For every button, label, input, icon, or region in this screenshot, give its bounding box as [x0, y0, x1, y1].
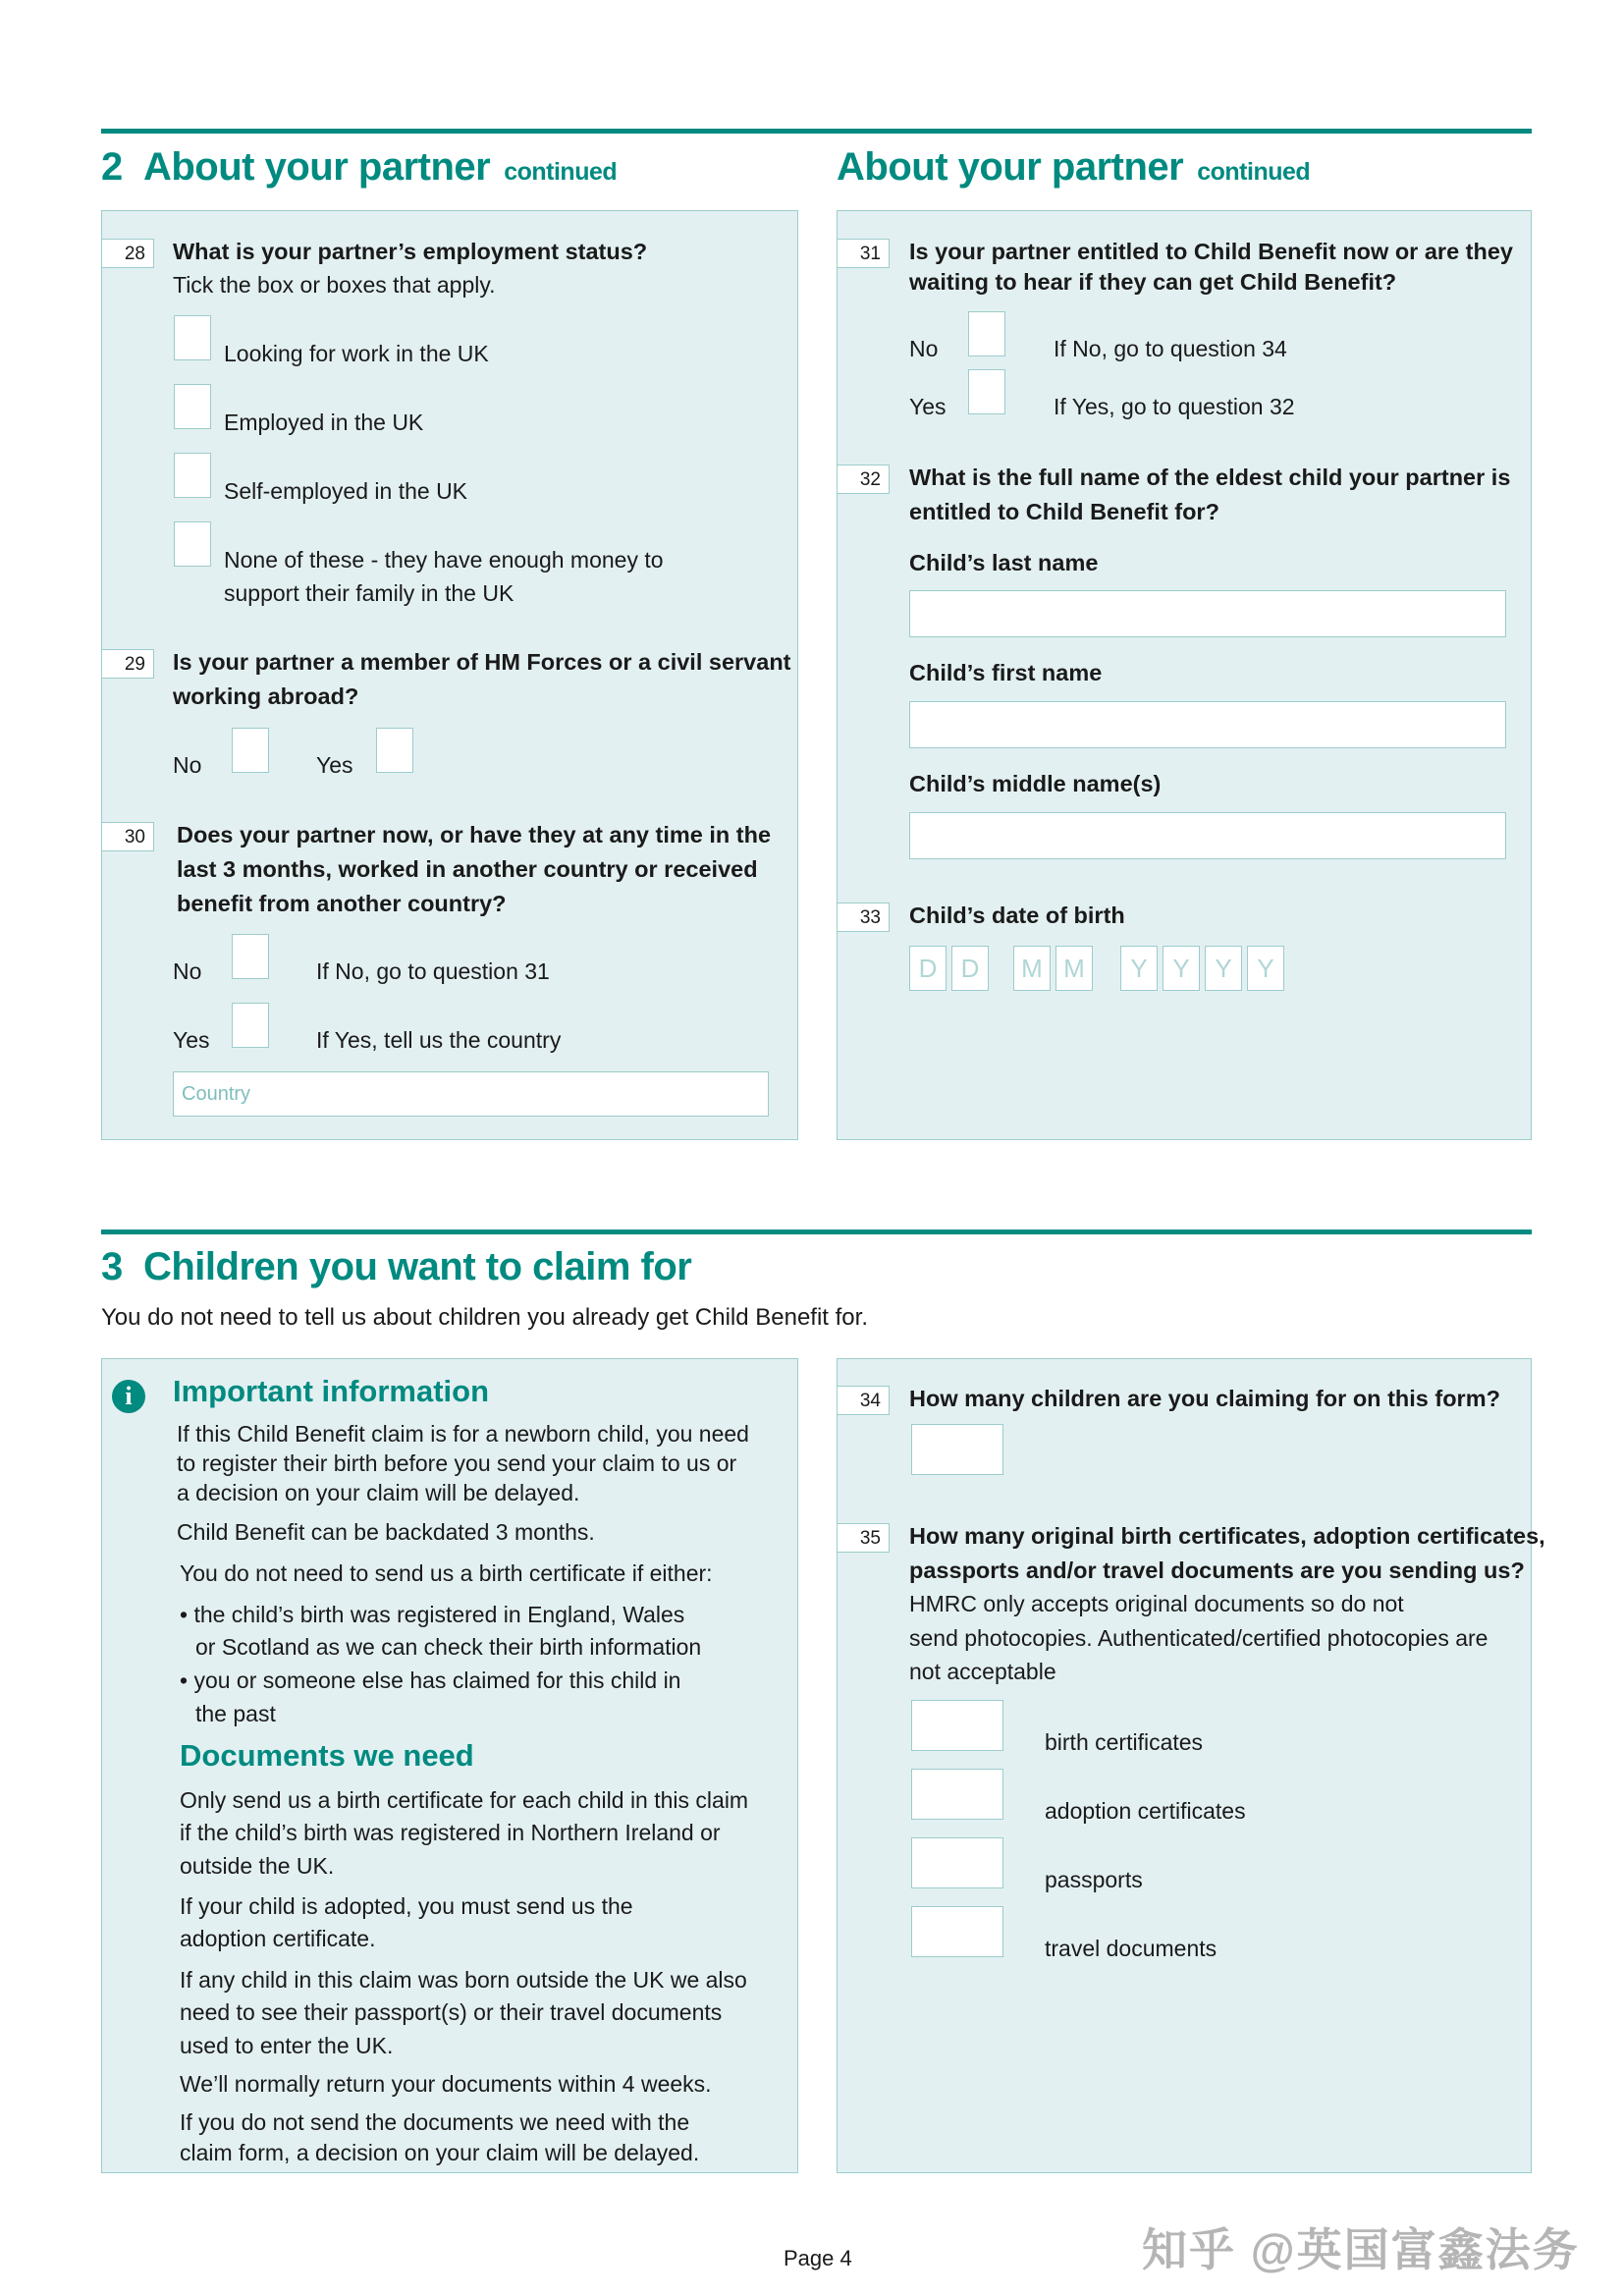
section-3-heading — [101, 1245, 691, 1289]
section-number: 3 — [101, 1245, 123, 1288]
country-input[interactable] — [174, 1072, 768, 1116]
watermark: 知乎 @英国富鑫法务 — [1142, 2224, 1580, 2275]
section-3-rule — [101, 1230, 1532, 1234]
section-title: About your partner — [837, 145, 1184, 189]
q29-yes-label: Yes — [316, 752, 353, 778]
section-2-rule — [101, 129, 1532, 134]
child-last-name-input[interactable] — [910, 591, 1505, 636]
dob-year-3[interactable]: Y — [1205, 946, 1242, 991]
q31-no-checkbox[interactable] — [968, 311, 1005, 356]
child-last-name-label: Child’s last name — [909, 550, 1099, 575]
q31-yes-checkbox[interactable] — [968, 369, 1005, 414]
info-p1-line3: a decision on your claim will be delayed. — [177, 1480, 580, 1505]
dob-day-2[interactable]: D — [951, 946, 989, 991]
q30-yes-label: Yes — [173, 1027, 210, 1053]
q31-no-label: No — [909, 336, 939, 361]
q30-yes-note: If Yes, tell us the country — [316, 1027, 562, 1053]
adoption-certificates-label: adoption certificates — [1045, 1798, 1246, 1824]
travel-documents-count-box[interactable] — [911, 1906, 1003, 1957]
page-number: Page 4 — [784, 2246, 852, 2270]
question-number-32: 32 — [837, 465, 890, 494]
question-number-34: 34 — [837, 1386, 890, 1415]
q30-no-label: No — [173, 958, 202, 984]
option-none-of-these: None of these - they have enough money to — [224, 547, 664, 573]
dob-year-4[interactable]: Y — [1247, 946, 1284, 991]
section-number: 2 — [101, 145, 123, 189]
question-30-text: Does your partner now, or have they at any time in the — [177, 822, 772, 847]
dob-year-1[interactable]: Y — [1120, 946, 1158, 991]
child-first-name-label: Child’s first name — [909, 660, 1103, 685]
question-35-text: How many original birth certificates, adoption certificates, — [909, 1523, 1545, 1549]
option-self-employed: Self-employed in the UK — [224, 478, 468, 504]
q31-yes-note: If Yes, go to question 32 — [1054, 394, 1295, 419]
country-field[interactable] — [173, 1071, 769, 1117]
question-number-33: 33 — [837, 902, 890, 932]
question-number-29: 29 — [101, 649, 154, 679]
birth-certificates-label: birth certificates — [1045, 1729, 1204, 1755]
adoption-certificates-count-box[interactable] — [911, 1769, 1003, 1820]
child-first-name-field[interactable] — [909, 701, 1506, 748]
question-35-hint-line1: HMRC only accepts original documents so do not — [909, 1591, 1404, 1616]
child-middle-name-field[interactable] — [909, 812, 1506, 859]
question-number-28: 28 — [101, 239, 154, 268]
info-icon: i — [112, 1380, 145, 1413]
important-info-heading: Important information — [173, 1374, 490, 1408]
info-bullet-1-line1: • the child’s birth was registered in England, Wales — [180, 1602, 685, 1627]
docs-p3-line1: If any child in this claim was born outside the UK we also — [180, 1967, 747, 1993]
docs-p1-line3: outside the UK. — [180, 1853, 335, 1879]
question-28-hint: Tick the box or boxes that apply. — [173, 272, 496, 298]
question-29-text-line2: working abroad? — [173, 683, 359, 709]
q30-no-checkbox[interactable] — [232, 934, 269, 979]
dob-year-2[interactable]: Y — [1163, 946, 1200, 991]
question-number-35: 35 — [837, 1523, 890, 1553]
checkbox-looking-for-work[interactable] — [174, 315, 211, 360]
question-32-text-line2: entitled to Child Benefit for? — [909, 499, 1219, 524]
q31-no-note: If No, go to question 34 — [1054, 336, 1287, 361]
q29-yes-checkbox[interactable] — [376, 728, 413, 773]
question-35-hint-line3: not acceptable — [909, 1659, 1056, 1684]
passports-label: passports — [1045, 1867, 1143, 1892]
travel-documents-label: travel documents — [1045, 1936, 1217, 1961]
checkbox-none-of-these[interactable] — [174, 521, 211, 567]
info-bullet-2-line2: the past — [195, 1701, 276, 1726]
question-number-30: 30 — [101, 822, 154, 851]
children-count-box[interactable] — [911, 1424, 1003, 1475]
docs-p2-line1: If your child is adopted, you must send us the — [180, 1893, 633, 1919]
section-3-subtitle: You do not need to tell us about children you already get Child Benefit for. — [101, 1304, 868, 1331]
question-30-text-line2: last 3 months, worked in another country or received — [177, 856, 758, 882]
child-first-name-input[interactable] — [910, 702, 1505, 747]
checkbox-employed[interactable] — [174, 384, 211, 429]
question-32-text: What is the full name of the eldest child your partner is — [909, 465, 1511, 490]
docs-p5-line1: If you do not send the documents we need with the — [180, 2109, 690, 2135]
option-none-of-these-line2: support their family in the UK — [224, 580, 514, 606]
q30-yes-checkbox[interactable] — [232, 1003, 269, 1048]
option-employed: Employed in the UK — [224, 410, 424, 435]
docs-p4: We’ll normally return your documents within 4 weeks. — [180, 2071, 712, 2097]
docs-p3-line2: need to see their passport(s) or their travel documents — [180, 1999, 723, 2025]
question-29-text: Is your partner a member of HM Forces or a civil servant — [173, 649, 791, 675]
question-35-text-line2: passports and/or travel documents are you sending us? — [909, 1558, 1525, 1583]
dob-day-1[interactable]: D — [909, 946, 947, 991]
docs-p1-line2: if the child’s birth was registered in Northern Ireland or — [180, 1820, 721, 1845]
continued-label: continued — [1197, 158, 1311, 186]
docs-p1-line1: Only send us a birth certificate for each child in this claim — [180, 1787, 749, 1813]
q29-no-label: No — [173, 752, 202, 778]
info-p2: Child Benefit can be backdated 3 months. — [177, 1519, 595, 1545]
question-34-text: How many children are you claiming for on this form? — [909, 1386, 1500, 1411]
q30-no-note: If No, go to question 31 — [316, 958, 550, 984]
docs-p3-line3: used to enter the UK. — [180, 2033, 394, 2058]
option-looking-for-work: Looking for work in the UK — [224, 341, 489, 366]
child-last-name-field[interactable] — [909, 590, 1506, 637]
question-33-text: Child’s date of birth — [909, 902, 1125, 928]
documents-we-need-heading: Documents we need — [180, 1738, 474, 1773]
question-28-text: What is your partner’s employment status? — [173, 239, 648, 264]
passports-count-box[interactable] — [911, 1837, 1003, 1888]
info-p3: You do not need to send us a birth certificate if either: — [180, 1560, 713, 1586]
question-31-text: Is your partner entitled to Child Benefit now or are they — [909, 239, 1513, 264]
q31-yes-label: Yes — [909, 394, 947, 419]
question-31-text-line2: waiting to hear if they can get Child Benefit? — [909, 269, 1397, 295]
children-questions-panel — [837, 1358, 1532, 2173]
birth-certificates-count-box[interactable] — [911, 1700, 1003, 1751]
dob-month-1[interactable]: M — [1013, 946, 1051, 991]
info-p1-line1: If this Child Benefit claim is for a newborn child, you need — [177, 1421, 749, 1447]
info-p1-line2: to register their birth before you send your claim to us or — [177, 1450, 737, 1476]
section-title: Children you want to claim for — [142, 1245, 692, 1288]
docs-p5-line2: claim form, a decision on your claim will be delayed. — [180, 2140, 700, 2165]
question-30-text-line3: benefit from another country? — [177, 891, 507, 916]
info-bullet-2-line1: • you or someone else has claimed for this child in — [180, 1667, 681, 1693]
info-bullet-1-line2: or Scotland as we can check their birth information — [195, 1634, 702, 1660]
section-title: About your partner — [142, 145, 491, 189]
question-35-hint-line2: send photocopies. Authenticated/certified photocopies are — [909, 1625, 1488, 1651]
checkbox-self-employed[interactable] — [174, 453, 211, 498]
section-2-right-heading — [837, 145, 1310, 190]
child-middle-name-label: Child’s middle name(s) — [909, 771, 1162, 796]
section-2-heading — [101, 145, 617, 190]
continued-label: continued — [504, 158, 618, 186]
q29-no-checkbox[interactable] — [232, 728, 269, 773]
question-number-31: 31 — [837, 239, 890, 268]
child-middle-name-input[interactable] — [910, 813, 1505, 858]
dob-month-2[interactable]: M — [1055, 946, 1093, 991]
docs-p2-line2: adoption certificate. — [180, 1926, 376, 1951]
